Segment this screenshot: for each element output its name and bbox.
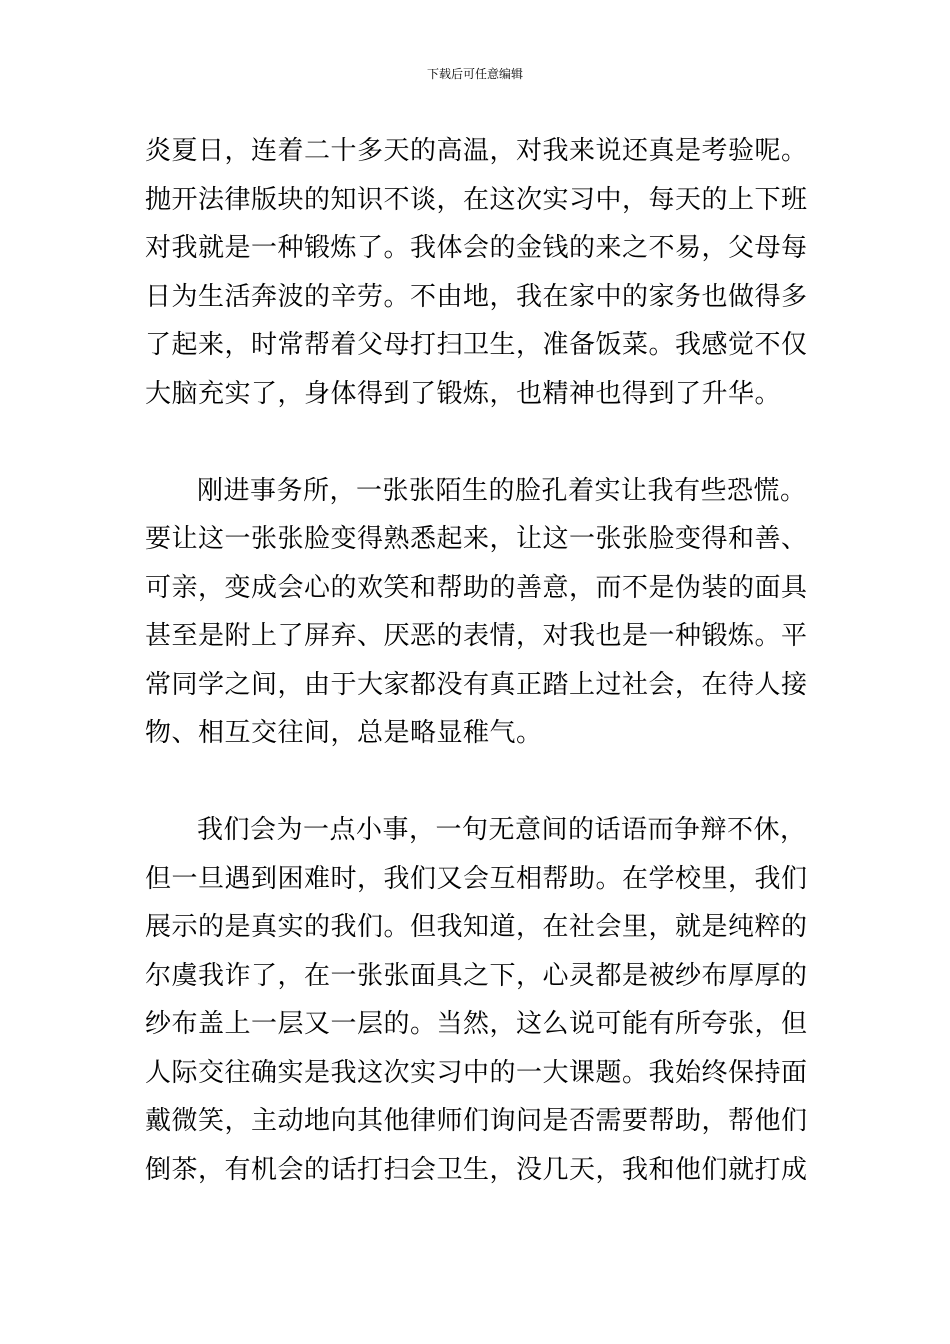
text-line: 刚进事务所，一张张陌生的脸孔着实让我有些恐慌。	[197, 475, 807, 506]
text-line: 人际交往确实是我这次实习中的一大课题。我始终保持面	[145, 1057, 808, 1088]
header-note: 下载后可任意编辑	[426, 67, 523, 81]
text-line: 日为生活奔波的辛劳。不由地，我在家中的家务也做得多	[145, 281, 808, 312]
document-body	[145, 127, 810, 1194]
text-line: 了起来，时常帮着父母打扫卫生，准备饭菜。我感觉不仅	[145, 330, 808, 360]
text-line: 倒茶，有机会的话打扫会卫生，没几天，我和他们就打成	[145, 1154, 808, 1185]
paragraph-3	[145, 806, 810, 1194]
text-line: 常同学之间，由于大家都没有真正踏上过社会，在待人接	[145, 669, 808, 700]
text-line: 尔虞我诈了，在一张张面具之下，心灵都是被纱布厚厚的	[145, 960, 808, 991]
text-line: 物、相互交往间，总是略显稚气。	[145, 718, 543, 748]
text-line: 要让这一张张脸变得熟悉起来，让这一张张脸变得和善、	[145, 524, 808, 554]
text-line: 对我就是一种锻炼了。我体会的金钱的来之不易，父母每	[145, 233, 808, 263]
paragraph-2	[145, 467, 810, 758]
text-line: 但一旦遇到困难时，我们又会互相帮助。在学校里，我们	[145, 863, 808, 894]
text-line: 纱布盖上一层又一层的。当然，这么说可能有所夸张，但	[145, 1009, 808, 1039]
text-line: 可亲，变成会心的欢笑和帮助的善意，而不是伪装的面具	[145, 572, 808, 603]
text-line: 抛开法律版块的知识不谈，在这次实习中，每天的上下班	[145, 184, 808, 215]
text-line: 大脑充实了，身体得到了锻炼，也精神也得到了升华。	[145, 378, 782, 409]
paragraph-spacer	[145, 418, 810, 467]
text-line: 戴微笑，主动地向其他律师们询问是否需要帮助，帮他们	[145, 1106, 808, 1136]
paragraph-1	[145, 127, 810, 418]
text-line: 炎夏日，连着二十多天的高温，对我来说还真是考验呢。	[145, 136, 808, 166]
paragraph-spacer	[145, 758, 810, 807]
text-line: 甚至是附上了屏弃、厌恶的表情，对我也是一种锻炼。平	[145, 621, 808, 651]
text-line: 展示的是真实的我们。但我知道，在社会里，就是纯粹的	[145, 912, 808, 942]
text-line: 我们会为一点小事，一句无意间的话语而争辩不休，	[197, 815, 807, 845]
